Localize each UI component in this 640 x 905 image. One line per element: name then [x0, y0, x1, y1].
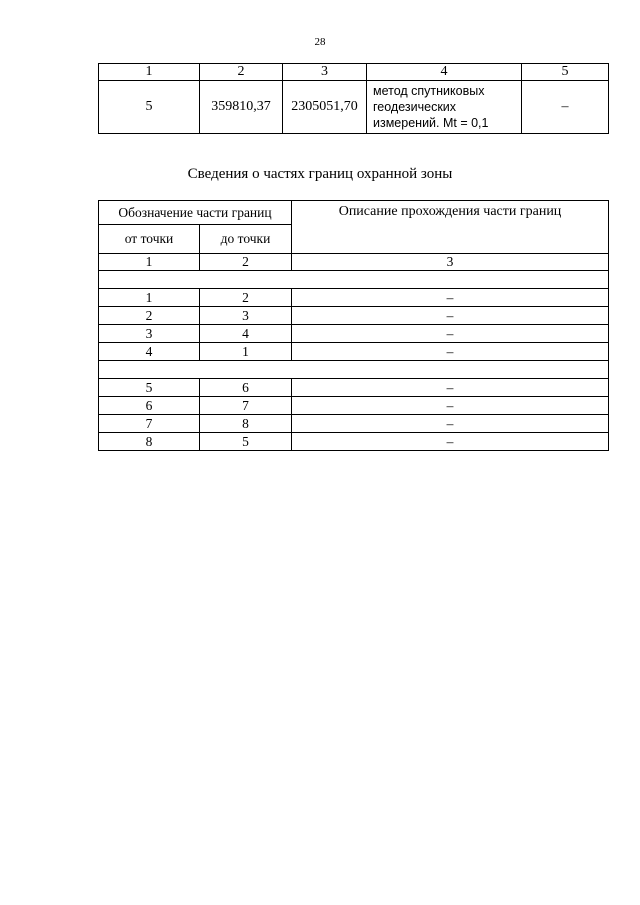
- table-row: [99, 289, 609, 307]
- description: –: [292, 289, 609, 307]
- description: –: [292, 397, 609, 415]
- description: –: [292, 343, 609, 361]
- from-point: 6: [99, 397, 200, 415]
- page-number: 28: [314, 36, 326, 48]
- table-row: [99, 415, 609, 433]
- from-point: 1: [99, 289, 200, 307]
- y-coordinate: 2305051,70: [283, 81, 367, 134]
- header-description: Описание прохождения части границ: [292, 201, 609, 254]
- group-separator-row: [99, 271, 609, 289]
- header-to-point: до точки: [200, 225, 292, 254]
- description: –: [292, 379, 609, 397]
- group-separator-row: [99, 361, 609, 379]
- group-separator: [99, 361, 609, 379]
- from-point: 4: [99, 343, 200, 361]
- column-number-row: [99, 64, 609, 81]
- group-separator: [99, 271, 609, 289]
- table-row: [99, 379, 609, 397]
- column-number-row: [99, 254, 609, 271]
- table-row: [99, 433, 609, 451]
- from-point: 7: [99, 415, 200, 433]
- boundary-parts-table: [98, 200, 609, 451]
- description: –: [292, 307, 609, 325]
- to-point: 6: [200, 379, 292, 397]
- description: –: [292, 433, 609, 451]
- header-from-point: от точки: [99, 225, 200, 254]
- method-description: [367, 81, 522, 134]
- to-point: 8: [200, 415, 292, 433]
- section-title: Сведения о частях границ охранной зоны: [187, 166, 453, 182]
- from-point: 8: [99, 433, 200, 451]
- coordinates-table: [98, 63, 609, 134]
- to-point: 3: [200, 307, 292, 325]
- column-number: 2: [200, 64, 283, 81]
- description: –: [292, 415, 609, 433]
- column-number: 1: [99, 254, 200, 271]
- to-point: 7: [200, 397, 292, 415]
- header-boundary-part: Обозначение части границ: [99, 201, 292, 225]
- to-point: 2: [200, 289, 292, 307]
- method-line: измерений. Mt = 0,1: [373, 116, 489, 130]
- column-number: 1: [99, 64, 200, 81]
- from-point: 2: [99, 307, 200, 325]
- method-line: метод спутниковых: [373, 84, 485, 98]
- to-point: 5: [200, 433, 292, 451]
- x-coordinate: 359810,37: [200, 81, 283, 134]
- column-number: 3: [292, 254, 609, 271]
- table-row: [99, 397, 609, 415]
- column-number: 3: [283, 64, 367, 81]
- description: –: [292, 325, 609, 343]
- from-point: 3: [99, 325, 200, 343]
- column-number: 4: [367, 64, 522, 81]
- to-point: 4: [200, 325, 292, 343]
- table-row: [99, 81, 609, 134]
- column-number: 2: [200, 254, 292, 271]
- column-5-value: –: [522, 81, 609, 134]
- point-number: 5: [99, 81, 200, 134]
- table-row: [99, 343, 609, 361]
- table-row: [99, 307, 609, 325]
- method-line: геодезических: [373, 100, 457, 114]
- table-row: [99, 325, 609, 343]
- column-number: 5: [522, 64, 609, 81]
- from-point: 5: [99, 379, 200, 397]
- to-point: 1: [200, 343, 292, 361]
